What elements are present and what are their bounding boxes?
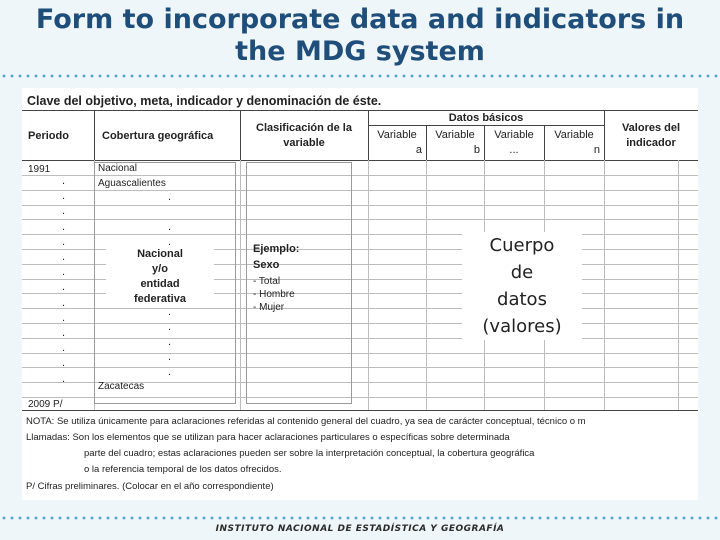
grid-col-line bbox=[240, 160, 241, 410]
ejemplo-sexo: Sexo bbox=[253, 259, 280, 271]
header-bottom-line bbox=[22, 160, 698, 161]
hdr-sep-4 bbox=[604, 110, 605, 160]
cobertura-dot: . bbox=[168, 306, 172, 318]
cobertura-nacional: Nacional bbox=[98, 163, 137, 174]
cobertura-note-line: entidad bbox=[106, 278, 214, 290]
col-var-a-1: Variable bbox=[377, 129, 417, 141]
col-cobertura: Cobertura geográfica bbox=[102, 130, 214, 142]
col-datos-basicos: Datos básicos bbox=[448, 112, 524, 124]
period-dot: . bbox=[62, 266, 66, 279]
footer-institution: INSTITUTO NACIONAL DE ESTADÍSTICA Y GEOGRAFÍA bbox=[215, 524, 505, 534]
period-dot: . bbox=[62, 281, 66, 294]
period-dot: . bbox=[62, 235, 66, 248]
period-dot: . bbox=[62, 296, 66, 309]
grid-col-line bbox=[604, 160, 605, 410]
slide-title-line2: the MDG system bbox=[235, 36, 485, 67]
period-dot: . bbox=[62, 220, 66, 233]
hdr-sep-1 bbox=[94, 110, 95, 160]
note-cifras: P/ Cifras preliminares. (Colocar en el año correspondiente) bbox=[26, 481, 274, 492]
datos-basicos-underline bbox=[368, 125, 604, 126]
cobertura-dot: . bbox=[168, 191, 172, 203]
note-nota: NOTA: Se utiliza únicamente para aclaraciones referidas al contenido general del cuadro, ya sea de carácter conceptual, técnico o m bbox=[26, 416, 586, 427]
last-period: 2009 P/ bbox=[28, 399, 63, 410]
col-clasificacion-1: Clasificación de la bbox=[256, 122, 352, 134]
col-var-n-2: n bbox=[593, 144, 600, 156]
slide-title-line1: Form to incorporate data and indicators in bbox=[35, 4, 685, 35]
ejemplo-item-total: - Total bbox=[253, 276, 281, 287]
cobertura-dot: . bbox=[168, 221, 172, 233]
note-llamadas-3: o la referencia temporal de los datos ofrecidos. bbox=[84, 464, 282, 475]
period-dot: . bbox=[62, 205, 66, 218]
period-dot: . bbox=[62, 327, 66, 339]
ejemplo-title: Ejemplo: bbox=[253, 243, 300, 255]
grid-col-line bbox=[368, 160, 369, 410]
period-dot: . bbox=[62, 190, 66, 203]
cuerpo-line-1: Cuerpo bbox=[489, 235, 555, 256]
period-dot: . bbox=[62, 342, 66, 355]
cobertura-note-line: federativa bbox=[106, 293, 214, 305]
col-periodo: Periodo bbox=[28, 130, 69, 142]
col-valores-2: indicador bbox=[626, 137, 676, 149]
cobertura-dot: . bbox=[168, 236, 172, 248]
col-var-b-1: Variable bbox=[435, 129, 475, 141]
period-dot: . bbox=[62, 357, 66, 370]
col-var-a-2: a bbox=[415, 144, 422, 156]
ejemplo-item-hombre: - Hombre bbox=[253, 289, 295, 300]
col-var-b-2: b bbox=[473, 144, 480, 156]
cobertura-dot: . bbox=[168, 321, 172, 333]
cuerpo-de-datos bbox=[462, 232, 582, 340]
dotted-divider-top bbox=[0, 73, 720, 79]
cuerpo-line-3: datos bbox=[497, 289, 547, 310]
period-dot: . bbox=[62, 251, 66, 263]
note-llamadas: Llamadas: Son los elementos que se utilizan para hacer aclaraciones particulares o específicas sobre determinada bbox=[26, 432, 510, 443]
cobertura-aguascalientes: Aguascalientes bbox=[98, 178, 166, 189]
table-bottom-line bbox=[22, 410, 698, 411]
cobertura-note-line: Nacional bbox=[106, 248, 214, 260]
col-clasificacion-2: variable bbox=[283, 137, 325, 149]
cuerpo-line-4: (valores) bbox=[482, 316, 562, 337]
period-dot: . bbox=[62, 175, 66, 187]
first-period: 1991 bbox=[28, 164, 51, 175]
cobertura-dot: . bbox=[168, 351, 172, 363]
heading-underline bbox=[22, 110, 698, 111]
period-dot: . bbox=[62, 372, 66, 385]
note-llamadas-2: parte del cuadro; estas aclaraciones pueden ser sobre la interpretación conceptual, la cobertura geográfica bbox=[84, 448, 535, 459]
dotted-divider-bottom bbox=[0, 515, 720, 521]
cobertura-zacatecas: Zacatecas bbox=[98, 381, 145, 392]
form-heading: Clave del objetivo, meta, indicador y denominación de éste. bbox=[27, 94, 382, 108]
grid-col-line bbox=[678, 160, 679, 410]
col-var-c-1: Variable bbox=[494, 129, 534, 141]
slide-title bbox=[0, 4, 720, 68]
cobertura-dot: . bbox=[168, 336, 172, 348]
form-sheet bbox=[22, 88, 698, 500]
col-valores-1: Valores del bbox=[621, 122, 681, 134]
hdr-sep-2 bbox=[240, 110, 241, 160]
col-var-n-1: Variable bbox=[554, 129, 594, 141]
period-dot: . bbox=[62, 311, 66, 324]
grid-col-line bbox=[426, 160, 427, 410]
cuerpo-line-2: de bbox=[510, 262, 534, 283]
cobertura-note-line: y/o bbox=[106, 263, 214, 275]
ejemplo-item-mujer: - Mujer bbox=[253, 302, 285, 313]
cobertura-dot: . bbox=[168, 366, 172, 378]
col-var-c-2: ... bbox=[509, 144, 519, 156]
